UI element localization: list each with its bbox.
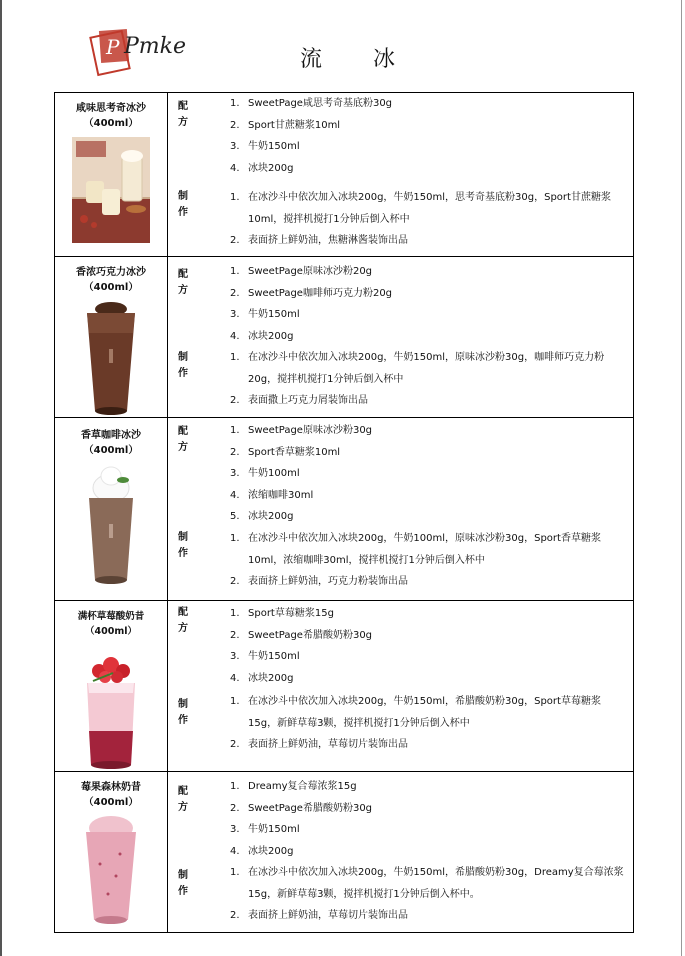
recipe-list: [230, 93, 629, 179]
recipe-cell: [168, 418, 634, 601]
product-cell: [55, 257, 168, 418]
list-item: 4. 冰块200g: [230, 845, 294, 857]
list-item: 2. SweetPage希腊酸奶粉30g: [230, 802, 373, 814]
recipe-label: 配 方: [178, 786, 194, 813]
list-item: 2. 表面撒上巧克力屑装饰出品: [230, 395, 368, 406]
list-item: 2. SweetPage希腊酸奶粉30g: [230, 629, 373, 641]
recipe-cell: [168, 601, 634, 772]
recipe-cell: [168, 93, 634, 257]
product-name: 香草咖啡冰沙（400ml）: [81, 430, 141, 456]
product-photo-strawberry-yogurt-shake: [79, 651, 143, 771]
recipe-label: 配 方: [178, 101, 194, 128]
list-item: 2. 表面挤上鲜奶油，焦糖淋酱装饰出品: [230, 235, 408, 246]
list-item: 1. 在冰沙斗中依次加入冰块200g，牛奶150ml，思考奇基底粉30g，Sport甘蔗糖浆10ml，搅拌机搅打1分钟后倒入杯中: [230, 192, 611, 225]
list-item: 1. SweetPage原味冰沙粉30g: [230, 425, 373, 436]
product-cell: [55, 93, 168, 257]
list-item: 1. SweetPage咸思考奇基底粉30g: [230, 98, 393, 109]
product-cell: [55, 418, 168, 601]
recipe-table: [54, 92, 634, 933]
recipe-cell: [168, 257, 634, 418]
product-cell: [55, 772, 168, 933]
table-row: [55, 93, 634, 257]
table-row: [55, 257, 634, 418]
recipe-list: [230, 603, 629, 689]
page-left-edge: [0, 0, 2, 956]
method-label: 制 作: [178, 532, 188, 559]
method-list: [230, 528, 629, 593]
list-item: 4. 浓缩咖啡30ml: [230, 489, 314, 501]
list-item: 2. 表面挤上鲜奶油，草莓切片装饰出品: [230, 910, 408, 921]
recipe-label: 配 方: [178, 426, 194, 453]
recipe-list: [230, 420, 629, 528]
brand-logo: [88, 28, 188, 80]
recipe-label: 配 方: [178, 269, 194, 296]
product-name: 咸味思考奇冰沙（400ml）: [76, 103, 146, 129]
product-photo-chocolate-smoothie: [81, 299, 141, 417]
list-item: 2. SweetPage咖啡师巧克力粉20g: [230, 287, 393, 299]
product-photo-berry-forest-shake: [80, 814, 142, 926]
method-label: 制 作: [178, 352, 194, 379]
list-item: 3. 牛奶150ml: [230, 651, 300, 662]
list-item: 4. 冰块200g: [230, 162, 294, 174]
product-photo-vanilla-coffee-smoothie: [81, 462, 141, 586]
product-photo-cheese-smoothie: [72, 137, 150, 243]
page-right-edge: [681, 0, 682, 956]
svg-text:P: P: [106, 35, 120, 59]
list-item: 3. 牛奶150ml: [230, 141, 300, 152]
table-row: [55, 772, 634, 933]
method-list: [230, 862, 629, 927]
list-item: 2. Sport香草糖浆10ml: [230, 446, 341, 458]
recipe-list: [230, 261, 629, 347]
list-item: 4. 冰块200g: [230, 330, 294, 342]
method-label: 制 作: [178, 699, 194, 726]
list-item: 1. 在冰沙斗中依次加入冰块200g，牛奶100ml，原味冰沙粉30g，Sport香草糖浆10ml，浓缩咖啡30ml，搅拌机搅打1分钟后倒入杯中: [230, 533, 601, 566]
list-item: 3. 牛奶150ml: [230, 824, 300, 835]
list-item: 4. 冰块200g: [230, 672, 294, 684]
list-item: 2. 表面挤上鲜奶油，草莓切片装饰出品: [230, 739, 408, 750]
product-name: 满杯草莓酸奶昔（400ml）: [77, 611, 145, 637]
list-item: 3. 牛奶100ml: [230, 468, 300, 479]
logo-text: Pmke: [124, 34, 187, 59]
list-item: 3. 牛奶150ml: [230, 309, 300, 320]
product-name: 莓果森林奶昔（400ml）: [81, 782, 141, 808]
list-item: 1. SweetPage原味冰沙粉20g: [230, 266, 373, 277]
product-cell: [55, 601, 168, 772]
method-label: 制 作: [178, 191, 194, 218]
product-name: 香浓巧克力冰沙（400ml）: [76, 267, 146, 293]
method-label: 制 作: [178, 870, 194, 897]
method-list: [230, 187, 629, 252]
recipe-label: 配 方: [178, 607, 188, 634]
list-item: 1. 在冰沙斗中依次加入冰块200g，牛奶150ml，希腊酸奶粉30g，Sport草莓糖浆15g，新鲜草莓3颗，搅拌机搅打1分钟后倒入杯中: [230, 696, 601, 729]
list-item: 1. Sport草莓糖浆15g: [230, 608, 334, 619]
method-list: [230, 347, 629, 412]
recipe-cell: [168, 772, 634, 933]
table-row: [55, 418, 634, 601]
method-list: [230, 691, 629, 756]
list-item: 2. Sport甘蔗糖浆10ml: [230, 119, 341, 131]
list-item: 5. 冰块200g: [230, 511, 294, 522]
table-row: [55, 601, 634, 772]
list-item: 1. 在冰沙斗中依次加入冰块200g，牛奶150ml，希腊酸奶粉30g，Dreamy复合莓浓浆15g，新鲜草莓3颗，搅拌机搅打1分钟后倒入杯中。: [230, 867, 624, 900]
list-item: 1. Dreamy复合莓浓浆15g: [230, 781, 357, 792]
list-item: 2. 表面挤上鲜奶油，巧克力粉装饰出品: [230, 576, 408, 587]
list-item: 1. 在冰沙斗中依次加入冰块200g，牛奶150ml，原味冰沙粉30g，咖啡师巧克力粉20g，搅拌机搅打1分钟后倒入杯中: [230, 352, 605, 385]
page-title: 流 冰: [300, 47, 417, 72]
recipe-list: [230, 776, 629, 862]
